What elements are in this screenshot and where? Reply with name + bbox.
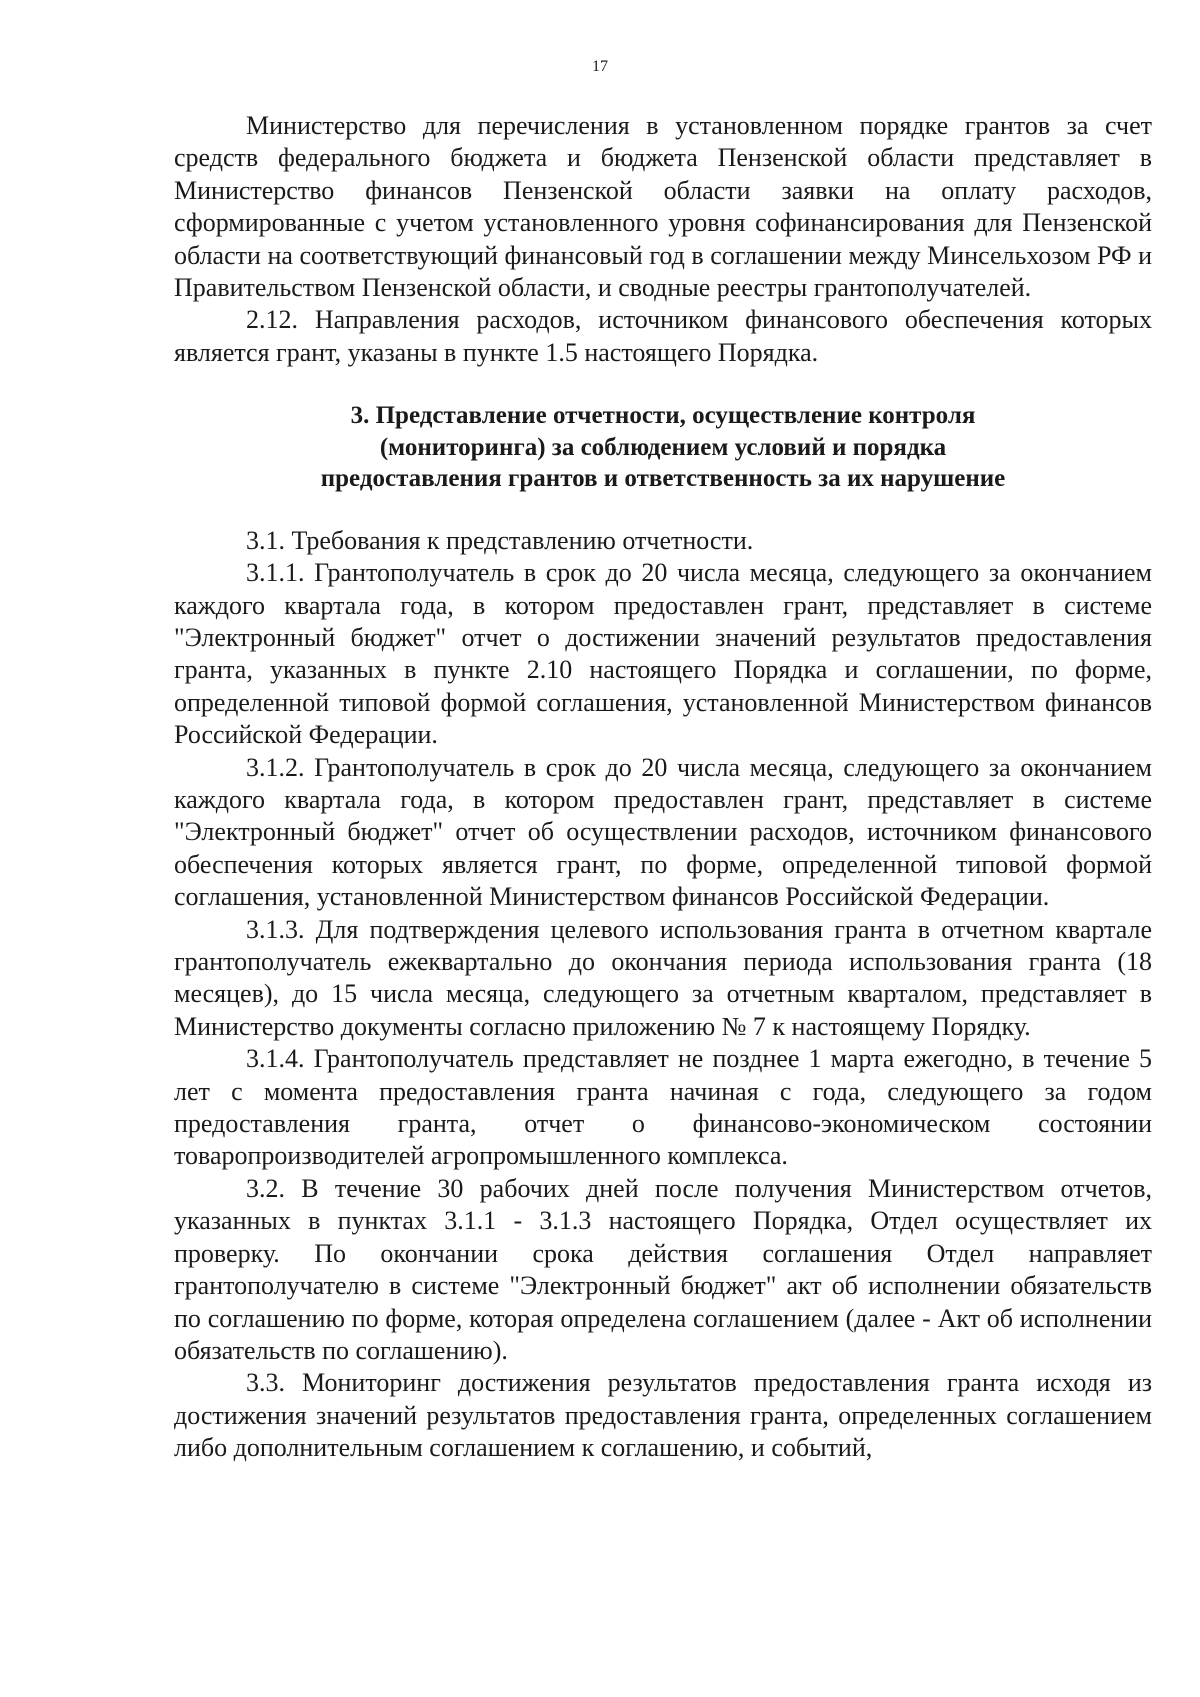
paragraph-3-1-4: 3.1.4. Грантополучатель представляет не позднее 1 марта ежегодно, в течение 5 лет с момента предоставления гранта начиная с года, следующего за годом предоставления гранта, отчет о финансово-экономическом состоянии товаропроизводителей агропромышленного комплекса. (174, 1044, 1152, 1171)
paragraph-3-1-2: 3.1.2. Грантополучатель в срок до 20 числа месяца, следующего за окончанием каждого квартала года, в котором предоставлен грант, представляет в системе "Электронный бюджет" отчет об осуществлении расходов, источником финансового обеспечения которых является грант, по форме, определенной типовой формой соглашения, установленной Министерством финансов Российской Федерации. (174, 752, 1152, 912)
paragraph-3-1-1: 3.1.1. Грантополучатель в срок до 20 числа месяца, следующего за окончанием каждого квартала года, в котором предоставлен грант, представляет в системе "Электронный бюджет" отчет о достижении значений результатов предоставления гранта, указанных в пункте 2.10 настоящего Порядка и соглашении, по форме, определенной типовой формой соглашения, установленной Министерством финансов Российской Федерации. (174, 558, 1152, 750)
paragraph-2-12: 2.12. Направления расходов, источником финансового обеспечения которых является грант, указаны в пункте 1.5 настоящего Порядка. (174, 305, 1152, 367)
page-number: 17 (592, 58, 608, 75)
paragraph-3-1: 3.1. Требования к представлению отчетности. (246, 525, 754, 555)
document-body (174, 110, 1152, 1465)
section-3-heading (174, 400, 1152, 495)
paragraph-ministry-transfer: Министерство для перечисления в установленном порядке грантов за счет средств федерального бюджета и бюджета Пензенской области представляет в Министерство финансов Пензенской области заявки на оплату расходов, сформированные с учетом установленного уровня софинансирования для Пензенской области на соответствующий финансовый год в соглашении между Минсельхозом РФ и Правительством Пензенской области, и сводные реестры грантополучателей. (174, 111, 1152, 303)
paragraph-3-3: 3.3. Мониторинг достижения результатов предоставления гранта исходя из достижения значений результатов предоставления гранта, определенных соглашением либо дополнительным соглашением к соглашению, и событий, (174, 1368, 1152, 1463)
section-heading-line: 3. Представление отчетности, осуществление контроля (350, 402, 976, 430)
paragraph-3-2: 3.2. В течение 30 рабочих дней после получения Министерством отчетов, указанных в пунктах 3.1.1 - 3.1.3 настоящего Порядка, Отдел осуществляет их проверку. По окончании срока действия соглашения Отдел направляет грантополучателю в системе "Электронный бюджет" акт об исполнении обязательств по соглашению по форме, которая определена соглашением (далее - Акт об исполнении обязательств по соглашению). (174, 1173, 1152, 1365)
section-heading-line: предоставления грантов и ответственность за их нарушение (320, 465, 1006, 493)
section-heading-line: (мониторинга) за соблюдением условий и порядка (379, 433, 947, 461)
paragraph-3-1-3: 3.1.3. Для подтверждения целевого использования гранта в отчетном квартале грантополучатель ежеквартально до окончания периода использования гранта (18 месяцев), до 15 числа месяца, следующего за отчетным кварталом, представляет в Министерство документы согласно приложению № 7 к настоящему Порядку. (174, 914, 1152, 1041)
